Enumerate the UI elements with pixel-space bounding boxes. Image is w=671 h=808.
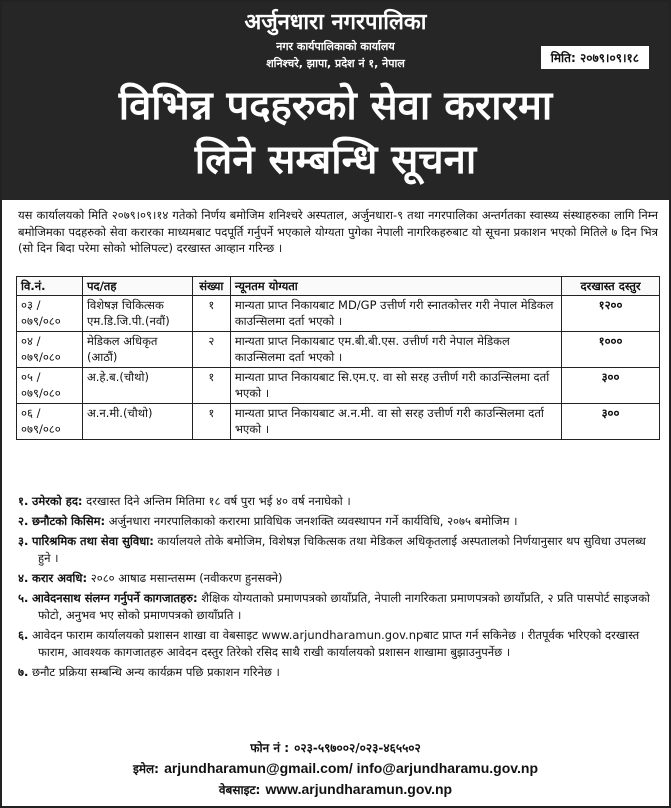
row-post-line1: मेडिकल अधिकृत xyxy=(86,334,158,348)
condition-text: २०८० आषाढ मसान्तसम्म (नवीकरण हुनसक्ने) xyxy=(87,571,283,585)
conditions-list xyxy=(18,493,658,684)
row-post xyxy=(82,368,192,404)
condition-text: छनौट प्रक्रिया सम्बन्धि अन्य कार्यक्रम पछि प्रकाशन गरिनेछ । xyxy=(28,665,280,679)
row-fee: ३०० xyxy=(562,404,660,440)
row-count: १ xyxy=(192,296,230,332)
row-post xyxy=(82,332,192,368)
list-item xyxy=(18,590,658,624)
condition-number: ४. xyxy=(18,571,29,585)
list-item xyxy=(18,493,658,510)
contact-email xyxy=(2,758,669,777)
row-no xyxy=(17,404,83,440)
condition-label: छनौटको किसिम: xyxy=(32,514,106,528)
phone-number: ०२३-५९७००२/०२३-४६५५०२ xyxy=(294,741,421,755)
list-item xyxy=(18,664,658,681)
headline-line-2: लिने सम्बन्धि सूचना xyxy=(194,137,477,183)
header-count: संख्या xyxy=(192,277,230,296)
row-qualification: मान्यता प्राप्त निकायबाट एम.बी.बी.एस. उत्तीर्ण गरी नेपाल मेडिकल काउन्सिलमा दर्ता भएको । xyxy=(230,332,561,368)
condition-text: आवेदन फाराम कार्यालयको प्रशासन शाखा वा वेबसाइट www.arjundharamun.gov.npबाट प्राप्त गर्न सकिनेछ । रीतपूर्वक भरिएको दरखास्त फाराम, आवश्यक कागजातहरु आवेदन दस्तुर तिरेको रसिद साथै राखी कार्यालयको प्रशासन शाखामा बुझाउनुपर्नेछ । xyxy=(28,628,640,659)
row-post-line2: एम.डि.जि.पी.(नवौं) xyxy=(86,314,170,328)
contact-website xyxy=(2,779,669,798)
list-item xyxy=(18,533,658,567)
condition-number: ७. xyxy=(18,665,29,679)
row-no-line1: ०६ / xyxy=(21,406,41,420)
list-item xyxy=(18,570,658,587)
headline-line-1: विभिन्न पदहरुको सेवा करारमा xyxy=(118,83,553,129)
row-qualification: मान्यता प्राप्त निकायबाट MD/GP उत्तीर्ण गरी स्नातकोत्तर गरी नेपाल मेडिकल काउन्सिलमा दर्ता भएको । xyxy=(230,296,561,332)
row-post-line1: अ.हे.ब.(चौथो) xyxy=(86,370,149,384)
condition-label: पारिश्रमिक तथा सेवा सुविधा: xyxy=(32,534,154,548)
condition-label: करार अवधि: xyxy=(32,571,88,585)
row-count: १ xyxy=(192,368,230,404)
header-post: पद/तह xyxy=(82,277,192,296)
row-no-line2: ०७९/०८० xyxy=(21,350,61,364)
condition-number: १. xyxy=(18,494,29,508)
row-fee: ३०० xyxy=(562,368,660,404)
row-post xyxy=(82,296,192,332)
email-link[interactable]: arjundharamun@gmail.com/ info@arjundharamu.gov.np xyxy=(164,760,539,776)
header-fee: दरखास्त दस्तुर xyxy=(562,277,660,296)
condition-text: शैक्षिक योग्यताको प्रमाणपत्रको छायाँप्रति, नेपाली नागरिकता प्रमाणपत्रको छायाँप्रति, २ प्रति पासपोर्ट साइजको फोटो, अनुभव भए सोको प्रमाणपत्रको छायाँप्रति । xyxy=(38,591,650,622)
condition-number: ६. xyxy=(18,628,29,642)
table-row xyxy=(17,296,660,332)
condition-number: ३. xyxy=(18,534,29,548)
row-fee: १००० xyxy=(562,332,660,368)
condition-text: दरखास्त दिने अन्तिम मितिमा १८ वर्ष पुरा भई ४० वर्ष ननाघेको । xyxy=(82,494,351,508)
table-row xyxy=(17,368,660,404)
row-no xyxy=(17,332,83,368)
notice-date: मिति: २०७९।०९।१८ xyxy=(541,46,649,69)
condition-number: ५. xyxy=(18,591,29,605)
vacancy-table xyxy=(16,276,660,440)
row-no-line2: ०७९/०८० xyxy=(21,314,61,328)
row-fee: १२०० xyxy=(562,296,660,332)
contact-phone xyxy=(2,737,669,756)
table-row xyxy=(17,404,660,440)
list-item xyxy=(18,513,658,530)
row-count: २ xyxy=(192,332,230,368)
row-no-line2: ०७९/०८० xyxy=(21,422,61,436)
office-address: शनिश्चरे, झापा, प्रदेश नं १, नेपाल xyxy=(266,57,405,70)
row-no-line1: ०३ / xyxy=(21,298,41,312)
row-no xyxy=(17,368,83,404)
header-banner xyxy=(2,2,669,200)
website-label: वेबसाइट: xyxy=(218,783,261,797)
condition-label: आवेदनसाथ संलग्न गर्नुपर्ने कागजातहरु: xyxy=(32,591,198,605)
row-no-line1: ०५ / xyxy=(21,370,41,384)
org-name: अर्जुनधारा नगरपालिका xyxy=(244,10,427,35)
row-post-line2: (आठौं) xyxy=(86,350,118,364)
website-link[interactable]: www.arjundharamun.gov.np xyxy=(265,781,453,797)
table-header-row xyxy=(17,277,660,296)
row-no xyxy=(17,296,83,332)
row-no-line2: ०७९/०८० xyxy=(21,386,61,400)
header-no: वि.नं. xyxy=(17,277,83,296)
condition-text: कार्यालयले तोके बमोजिम, विशेषज्ञ चिकित्सक तथा मेडिकल अधिकृतलाई अस्पतालको निर्णयानुसार थप सुविधा उपलब्ध हुने । xyxy=(38,534,646,565)
condition-number: २. xyxy=(18,514,29,528)
condition-text: अर्जुनधारा नगरपालिकाको करारमा प्राविधिक जनशक्ति व्यवस्थापन गर्ने कार्यविधि, २०७५ बमोजिम । xyxy=(105,514,518,528)
condition-label: उमेरको हद: xyxy=(32,494,83,508)
row-post xyxy=(82,404,192,440)
row-post-line1: विशेषज्ञ चिकित्सक xyxy=(86,298,164,312)
row-no-line1: ०४ / xyxy=(21,334,41,348)
phone-label: फोन नं : xyxy=(250,741,290,755)
email-label: इमेल: xyxy=(132,762,159,776)
office-name: नगर कार्यपालिकाको कार्यालय xyxy=(276,40,395,53)
row-qualification: मान्यता प्राप्त निकायबाट सि.एम.ए. वा सो सरह उत्तीर्ण गरी काउन्सिलमा दर्ता भएको । xyxy=(230,368,561,404)
row-post-line1: अ.न.मी.(चौथो) xyxy=(86,406,153,420)
list-item xyxy=(18,627,658,661)
intro-paragraph: यस कार्यालयको मिति २०७९।०९।१४ गतेको निर्णय बमोजिम शनिश्चरे अस्पताल, अर्जुनधारा-९ तथा नगरपालिका अन्तर्गतका स्वास्थ्य संस्थाहरुका लागि निम्न बमोजिमका पदहरुको सेवा करारका माध्यमबाट पदपूर्ति गर्नुपर्ने भएकाले योग्यता पुगेका नेपाली नागरिकहरुबाट यो सूचना प्रकाशन भएको मितिले ७ दिन भित्र (सो दिन बिदा परेमा सोको भोलिपल्ट) दरखास्त आव्हान गरिन्छ । xyxy=(18,208,658,255)
row-qualification: मान्यता प्राप्त निकायबाट अ.न.मी. वा सो सरह उत्तीर्ण गरी काउन्सिलमा दर्ता भएको । xyxy=(230,404,561,440)
table-row xyxy=(17,332,660,368)
header-qualification: न्यूनतम योग्यता xyxy=(230,277,561,296)
row-count: १ xyxy=(192,404,230,440)
